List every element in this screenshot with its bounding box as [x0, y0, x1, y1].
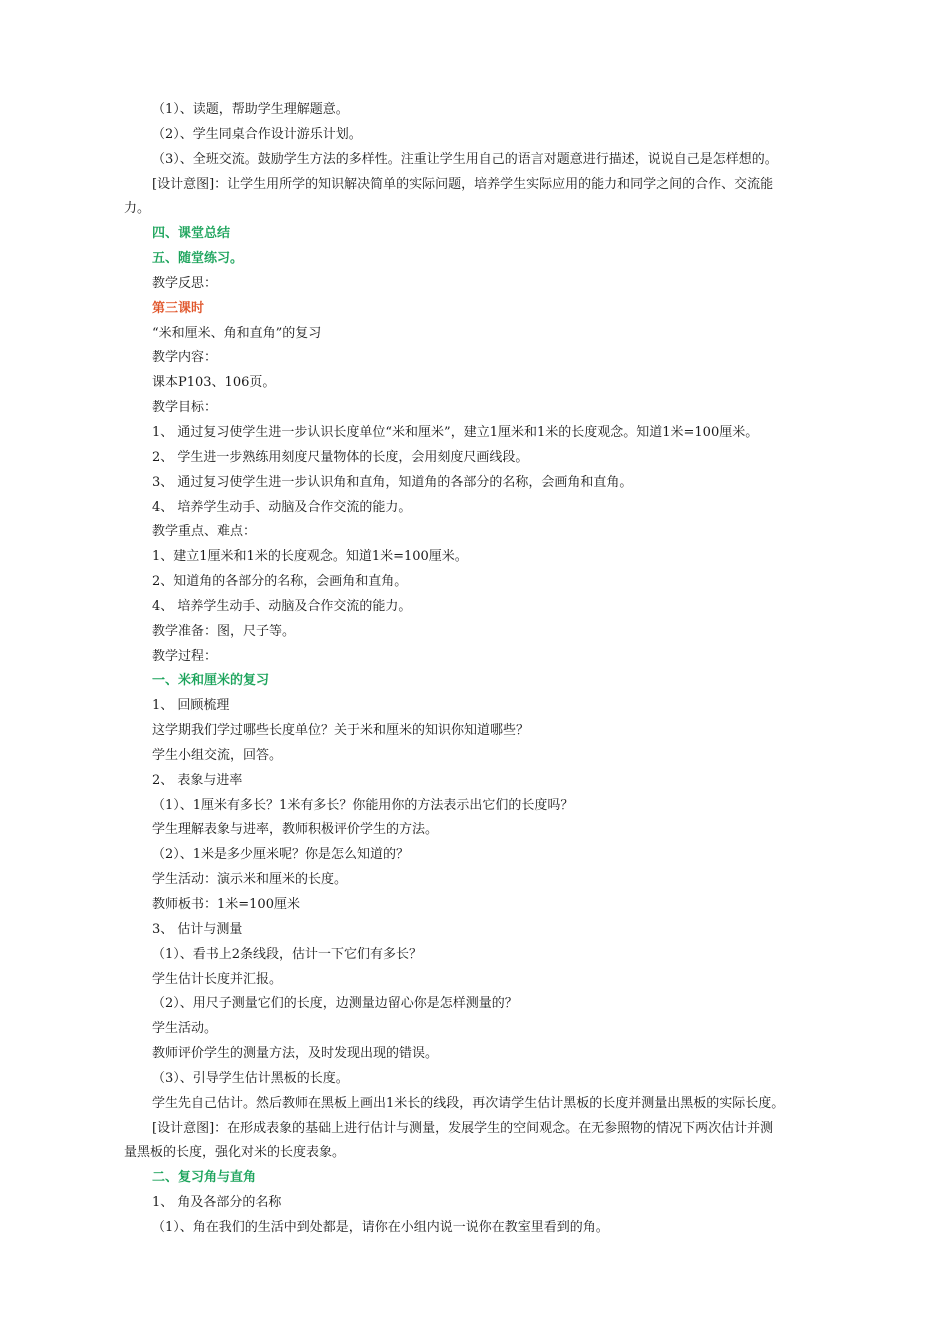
text-line: 1、 回顾梳理: [152, 698, 230, 714]
text-line: 学生活动。: [152, 1021, 218, 1037]
document-page: [124, 98, 844, 1241]
text-line: 4、 培养学生动手、动脑及合作交流的能力。: [152, 499, 412, 515]
text-line: （2）、用尺子测量它们的长度，边测量边留心你是怎样测量的？: [152, 996, 518, 1012]
text-line: “米和厘米、角和直角”的复习: [152, 325, 322, 341]
text-line: 2、 表象与进率: [152, 772, 243, 788]
text-line: 课本P103、106页。: [152, 375, 276, 391]
text-line: 1、 角及各部分的名称: [152, 1195, 282, 1211]
text-line: （2）、1米是多少厘米呢？你是怎么知道的？: [152, 847, 410, 863]
text-line: 学生先自己估计。然后教师在黑板上画出1米长的线段，再次请学生估计黑板的长度并测量出黑板的实际长度。: [152, 1095, 785, 1111]
text-line: 教学目标：: [152, 400, 218, 416]
text-line: 3、 估计与测量: [152, 921, 243, 937]
text-line: 教学内容：: [152, 350, 218, 366]
text-line: 量黑板的长度，强化对米的长度表象。: [124, 1145, 346, 1161]
section-heading: 五、随堂练习。: [152, 251, 244, 267]
text-line: 学生理解表象与进率，教师积极评价学生的方法。: [152, 822, 439, 838]
text-line: 力。: [124, 201, 151, 217]
section-heading: 一、米和厘米的复习: [152, 673, 270, 689]
text-line: （1）、读题，帮助学生理解题意。: [152, 102, 349, 117]
text-line: [设计意图]：让学生用所学的知识解决简单的实际问题，培养学生实际应用的能力和同学之间的合作、交流能: [152, 176, 774, 192]
text-line: 1、 通过复习使学生进一步认识长度单位“米和厘米”，建立1厘米和1米的长度观念。知道1米=100厘米。: [152, 424, 759, 440]
text-line: 教师评价学生的测量方法，及时发现出现的错误。: [152, 1046, 439, 1062]
text-line: 3、 通过复习使学生进一步认识角和直角，知道角的各部分的名称，会画角和直角。: [152, 474, 633, 490]
text-line: 2、 学生进一步熟练用刻度尺量物体的长度，会用刻度尺画线段。: [152, 449, 529, 465]
text-line: 教学反思：: [152, 275, 218, 291]
text-line: 1、建立1厘米和1米的长度观念。知道1米=100厘米。: [152, 549, 468, 565]
text-line: 4、 培养学生动手、动脑及合作交流的能力。: [152, 598, 412, 614]
text-line: 学生活动：演示米和厘米的长度。: [152, 872, 348, 888]
text-line: 学生小组交流，回答。: [152, 747, 283, 763]
text-line: （2）、学生同桌合作设计游乐计划。: [152, 126, 362, 142]
text-line: 教学准备：图，尺子等。: [152, 623, 296, 639]
section-heading: 二、复习角与直角: [152, 1170, 257, 1186]
text-line: 教师板书：1米=100厘米: [152, 897, 300, 912]
text-line: （1）、1厘米有多长？1米有多长？你能用你的方法表示出它们的长度吗？: [152, 797, 574, 813]
text-line: 学生估计长度并汇报。: [152, 971, 283, 987]
text-line: （1）、角在我们的生活中到处都是，请你在小组内说一说你在教室里看到的角。: [152, 1219, 609, 1235]
lesson-heading: 第三课时: [152, 300, 205, 316]
text-line: （3）、全班交流。鼓励学生方法的多样性。注重让学生用自己的语言对题意进行描述，说说自己是怎样想的。: [152, 151, 778, 167]
text-line: 2、知道角的各部分的名称，会画角和直角。: [152, 574, 408, 590]
text-line: 这学期我们学过哪些长度单位？关于米和厘米的知识你知道哪些？: [152, 723, 530, 739]
text-line: （1）、看书上2条线段，估计一下它们有多长？: [152, 946, 423, 962]
text-line: [设计意图]：在形成表象的基础上进行估计与测量，发展学生的空间观念。在无参照物的情况下两次估计并测: [152, 1120, 774, 1136]
section-heading: 四、课堂总结: [152, 226, 231, 242]
text-line: （3）、引导学生估计黑板的长度。: [152, 1070, 349, 1086]
text-line: 教学重点、难点：: [152, 524, 257, 540]
text-line: 教学过程：: [152, 648, 218, 664]
